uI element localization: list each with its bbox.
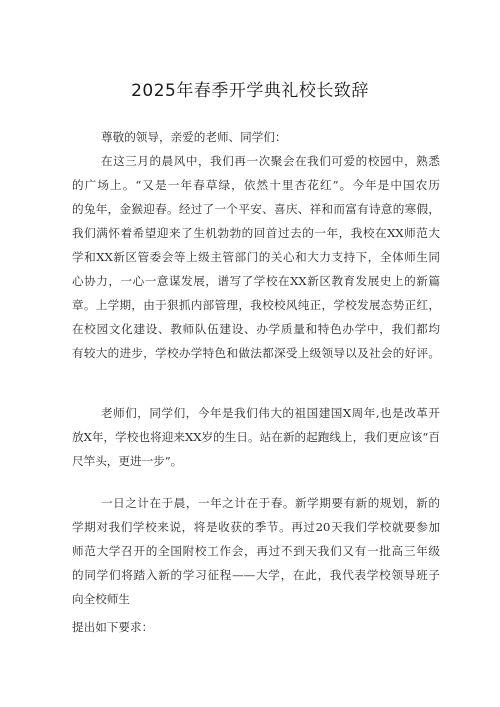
document-title: 2025年春季开学典礼校长致辞 bbox=[131, 81, 369, 101]
text-line: 有较大的进步，学校办学特色和做法都深受上级领导以及社会的好评。 bbox=[72, 346, 440, 360]
text-line: 一日之计在于晨，一年之计在于春。新学期要有新的规划，新的 bbox=[101, 496, 440, 510]
text-line: 的广场上。“又是一年春草绿，依然十里杏花红”。今年是中国农历 bbox=[72, 178, 440, 192]
text-line: 的同学们将踏入新的学习征程——大学，在此，我代表学校领导班子 bbox=[72, 568, 440, 582]
text-line: 提出如下要求： bbox=[72, 620, 154, 634]
text-line: 学和XX新区管委会等上级主管部门的关心和大力支持下，全体师生同 bbox=[72, 250, 440, 264]
text-line: 在这三月的晨风中，我们再一次聚会在我们可爱的校园中，熟悉 bbox=[101, 154, 440, 168]
paragraph-1 bbox=[72, 149, 440, 365]
text-line: 师范大学召开的全国附校工作会，再过不到天我们又有一批高三年级 bbox=[72, 544, 440, 558]
text-line: 放X年，学校也将迎来XX岁的生日。站在新的起跑线上，我们更应该“百 bbox=[72, 430, 440, 444]
paragraph-2 bbox=[72, 401, 440, 473]
text-line: 尺竿头，更进一步”。 bbox=[72, 454, 183, 468]
text-line: 的兔年，金猴迎春。经过了一个平安、喜庆、祥和而富有诗意的寒假， bbox=[72, 202, 440, 216]
paragraph-3 bbox=[72, 491, 440, 611]
text-line: 尊敬的领导，亲爱的老师、同学们： bbox=[101, 130, 287, 144]
text-line: 向全校师生 bbox=[72, 592, 130, 606]
text-line: 心协力，一心一意谋发展，谱写了学校在XX新区教育发展史上的新篇 bbox=[72, 274, 440, 288]
text-line: 章。上学期，由于狠抓内部管理，我校校风纯正，学校发展态势正红， bbox=[72, 298, 440, 312]
salutation-paragraph bbox=[72, 125, 440, 149]
paragraph-4 bbox=[72, 615, 440, 639]
text-line: 我们满怀着希望迎来了生机勃勃的回首过去的一年，我校在XX师范大 bbox=[72, 226, 440, 240]
text-line: 学期对我们学校来说，将是收获的季节。再过20天我们学校就要参加 bbox=[72, 520, 440, 534]
text-line: 在校园文化建设、教师队伍建设、办学质量和特色办学中，我们都均 bbox=[72, 322, 440, 336]
text-line: 老师们，同学们，今年是我们伟大的祖国建国X周年,也是改革开 bbox=[101, 406, 440, 420]
